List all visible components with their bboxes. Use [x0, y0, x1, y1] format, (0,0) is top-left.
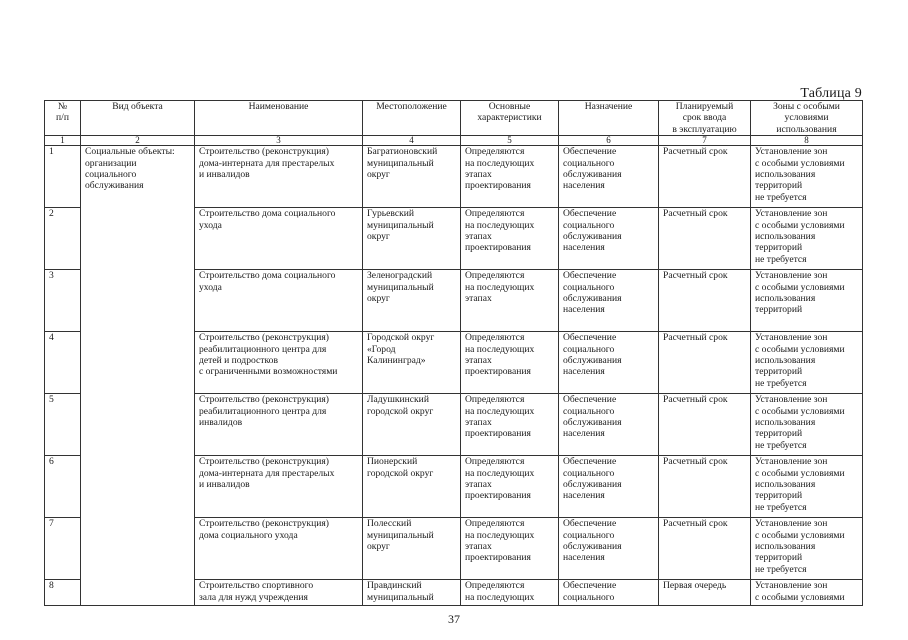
name-cell: Строительство (реконструкция) реабилитационного центра для детей и подростков с ограниченными возможностями: [195, 332, 363, 394]
name-cell: Строительство (реконструкция) реабилитационного центра для инвалидов: [195, 394, 363, 456]
zones-cell: Установление зон с особыми условиями использования территорий не требуется: [751, 456, 863, 518]
name-cell: Строительство (реконструкция) дома-интерната для престарелых и инвалидов: [195, 456, 363, 518]
page-number: 37: [448, 612, 460, 626]
col-header-zones: Зоны с особыми условиями использования: [751, 101, 863, 136]
term-cell: Первая очередь: [659, 580, 751, 606]
term-cell: Расчетный срок: [659, 146, 751, 208]
purpose-cell: Обеспечение социального обслуживания населения: [559, 456, 659, 518]
name-cell: Строительство (реконструкция) дома-интерната для престарелых и инвалидов: [195, 146, 363, 208]
term-cell: Расчетный срок: [659, 332, 751, 394]
column-number: 3: [195, 136, 363, 146]
zones-cell: Установление зон с особыми условиями использования территорий не требуется: [751, 394, 863, 456]
location-cell: Правдинский муниципальный: [363, 580, 461, 606]
characteristics-cell: Определяются на последующих этапах проектирования: [461, 394, 559, 456]
header-row: [45, 101, 863, 136]
row-number: 7: [45, 518, 81, 580]
zones-cell: Установление зон с особыми условиями использования территорий не требуется: [751, 332, 863, 394]
location-cell: Гурьевский муниципальный округ: [363, 208, 461, 270]
location-cell: Пионерский городской округ: [363, 456, 461, 518]
col-header-num: № п/п: [45, 101, 81, 136]
location-cell: Багратионовский муниципальный округ: [363, 146, 461, 208]
zones-cell: Установление зон с особыми условиями использования территорий: [751, 270, 863, 332]
term-cell: Расчетный срок: [659, 270, 751, 332]
row-number: 1: [45, 146, 81, 208]
col-header-name: Наименование: [195, 101, 363, 136]
row-number: 5: [45, 394, 81, 456]
col-header-term: Планируемый срок ввода в эксплуатацию: [659, 101, 751, 136]
purpose-cell: Обеспечение социального обслуживания населения: [559, 270, 659, 332]
name-cell: Строительство спортивного зала для нужд учреждения: [195, 580, 363, 606]
row-number: 2: [45, 208, 81, 270]
location-cell: Зеленоградский муниципальный округ: [363, 270, 461, 332]
characteristics-cell: Определяются на последующих: [461, 580, 559, 606]
column-number: 6: [559, 136, 659, 146]
column-number: 4: [363, 136, 461, 146]
term-cell: Расчетный срок: [659, 208, 751, 270]
row-number: 4: [45, 332, 81, 394]
column-number: 5: [461, 136, 559, 146]
name-cell: Строительство дома социального ухода: [195, 208, 363, 270]
name-cell: Строительство (реконструкция) дома социального ухода: [195, 518, 363, 580]
column-number: 1: [45, 136, 81, 146]
column-number: 8: [751, 136, 863, 146]
characteristics-cell: Определяются на последующих этапах проектирования: [461, 208, 559, 270]
zones-cell: Установление зон с особыми условиями использования территорий не требуется: [751, 518, 863, 580]
zones-cell: Установление зон с особыми условиями: [751, 580, 863, 606]
characteristics-cell: Определяются на последующих этапах проектирования: [461, 146, 559, 208]
column-number: 2: [81, 136, 195, 146]
col-header-location: Местоположение: [363, 101, 461, 136]
row-number: 6: [45, 456, 81, 518]
column-number: 7: [659, 136, 751, 146]
col-header-purpose: Назначение: [559, 101, 659, 136]
characteristics-cell: Определяются на последующих этапах проектирования: [461, 518, 559, 580]
column-numbers-row: [45, 136, 863, 146]
row-number: 8: [45, 580, 81, 606]
purpose-cell: Обеспечение социального обслуживания населения: [559, 518, 659, 580]
term-cell: Расчетный срок: [659, 394, 751, 456]
object-type-cell: Социальные объекты: организации социального обслуживания: [81, 146, 195, 606]
purpose-cell: Обеспечение социального обслуживания населения: [559, 208, 659, 270]
col-header-characteristics: Основные характеристики: [461, 101, 559, 136]
zones-cell: Установление зон с особыми условиями использования территорий не требуется: [751, 208, 863, 270]
col-header-object-type: Вид объекта: [81, 101, 195, 136]
characteristics-cell: Определяются на последующих этапах проектирования: [461, 332, 559, 394]
purpose-cell: Обеспечение социального обслуживания населения: [559, 394, 659, 456]
characteristics-cell: Определяются на последующих этапах: [461, 270, 559, 332]
location-cell: Полесский муниципальный округ: [363, 518, 461, 580]
table-row: [45, 146, 863, 208]
row-number: 3: [45, 270, 81, 332]
location-cell: Городской округ «Город Калининград»: [363, 332, 461, 394]
purpose-cell: Обеспечение социального обслуживания населения: [559, 332, 659, 394]
characteristics-cell: Определяются на последующих этапах проектирования: [461, 456, 559, 518]
objects-table: [44, 100, 863, 606]
purpose-cell: Обеспечение социального: [559, 580, 659, 606]
term-cell: Расчетный срок: [659, 518, 751, 580]
table-caption: Таблица 9: [800, 86, 862, 101]
location-cell: Ладушкинский городской округ: [363, 394, 461, 456]
zones-cell: Установление зон с особыми условиями использования территорий не требуется: [751, 146, 863, 208]
term-cell: Расчетный срок: [659, 456, 751, 518]
name-cell: Строительство дома социального ухода: [195, 270, 363, 332]
purpose-cell: Обеспечение социального обслуживания населения: [559, 146, 659, 208]
